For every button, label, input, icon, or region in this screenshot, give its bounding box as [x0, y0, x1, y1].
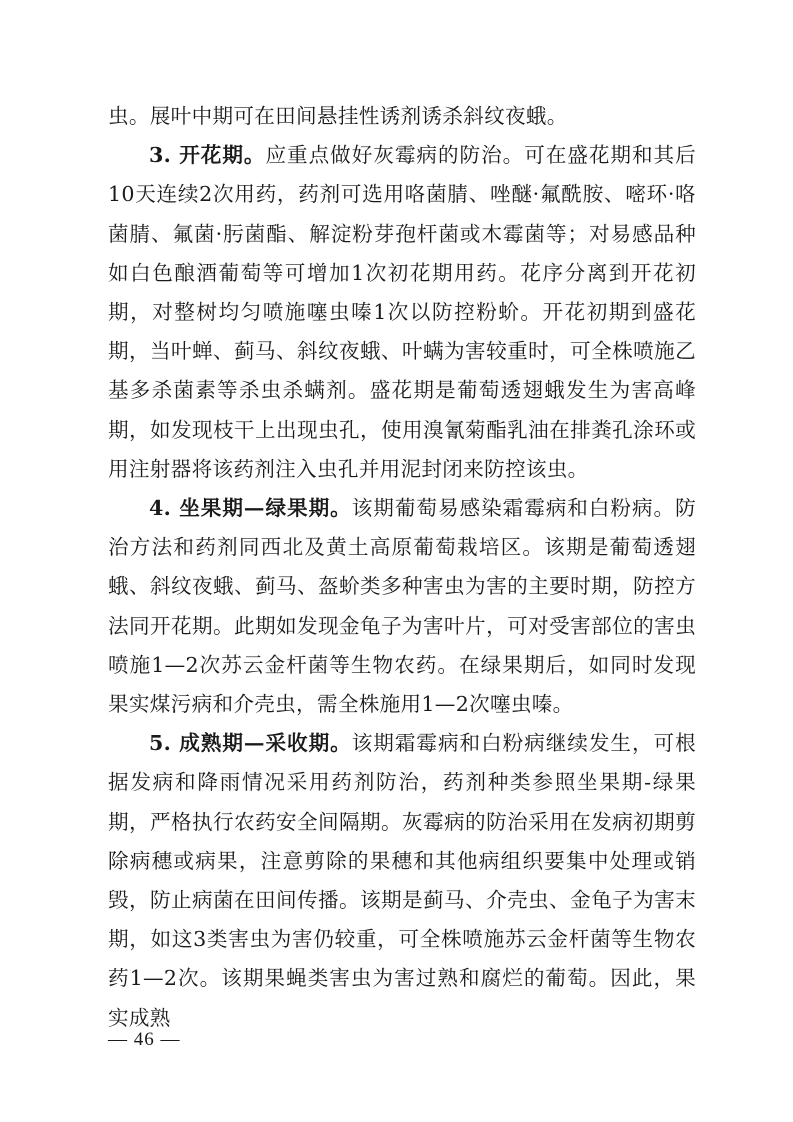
section-fruit-set-stage: [108, 489, 696, 724]
section-heading: 3. 开花期。: [149, 143, 266, 168]
document-body: [108, 97, 696, 1038]
section-ripening-stage: [108, 724, 696, 1038]
opening-paragraph: 虫。展叶中期可在田间悬挂性诱剂诱杀斜纹夜蛾。: [108, 104, 568, 128]
section-body: 该期霜霉病和白粉病继续发生，可根据发病和降雨情况采用药剂防治，药剂种类参照坐果期-绿果期，严格执行农药安全间隔期。灰霉病的防治采用在发病初期剪除病穗或病果，注意剪除的果穗和其他病组织要集中处理或销毁，防止病菌在田间传播。该期是蓟马、介壳虫、金龟子为害末期，如这3类害虫为害仍较重，可全株喷施苏云金杆菌等生物农药1—2次。该期果蝇类害虫为害过熟和腐烂的葡萄。因此，果实成熟: [108, 731, 696, 1030]
section-body: 应重点做好灰霉病的防治。可在盛花期和其后10天连续2次用药，药剂可选用咯菌腈、唑醚·氟酰胺、嘧环·咯菌腈、氟菌·肟菌酯、解淀粉芽孢杆菌或木霉菌等；对易感品种如白色酿酒葡萄等可增加1次初花期用药。花序分离到开花初期，对整树均匀喷施噻虫嗪1次以防控粉蚧。开花初期到盛花期，当叶蝉、蓟马、斜纹夜蛾、叶螨为害较重时，可全株喷施乙基多杀菌素等杀虫杀螨剂。盛花期是葡萄透翅蛾发生为害高峰期，如发现枝干上出现虫孔，使用溴氰菊酯乳油在排粪孔涂环或用注射器将该药剂注入虫孔并用泥封闭来防控该虫。: [108, 143, 696, 481]
section-body: 该期葡萄易感染霜霉病和白粉病。防治方法和药剂同西北及黄土高原葡萄栽培区。该期是葡萄透翅蛾、斜纹夜蛾、蓟马、盔蚧类多种害虫为害的主要时期，防控方法同开花期。此期如发现金龟子为害叶片，可对受害部位的害虫喷施1—2次苏云金杆菌等生物农药。在绿果期后，如同时发现果实煤污病和介壳虫，需全株施用1—2次噻虫嗪。: [108, 496, 696, 717]
section-heading: 4. 坐果期—绿果期。: [149, 496, 352, 521]
section-heading: 5. 成熟期—采收期。: [149, 731, 352, 756]
page-number: — 46 —: [108, 1029, 181, 1050]
section-flowering-stage: [108, 136, 696, 489]
